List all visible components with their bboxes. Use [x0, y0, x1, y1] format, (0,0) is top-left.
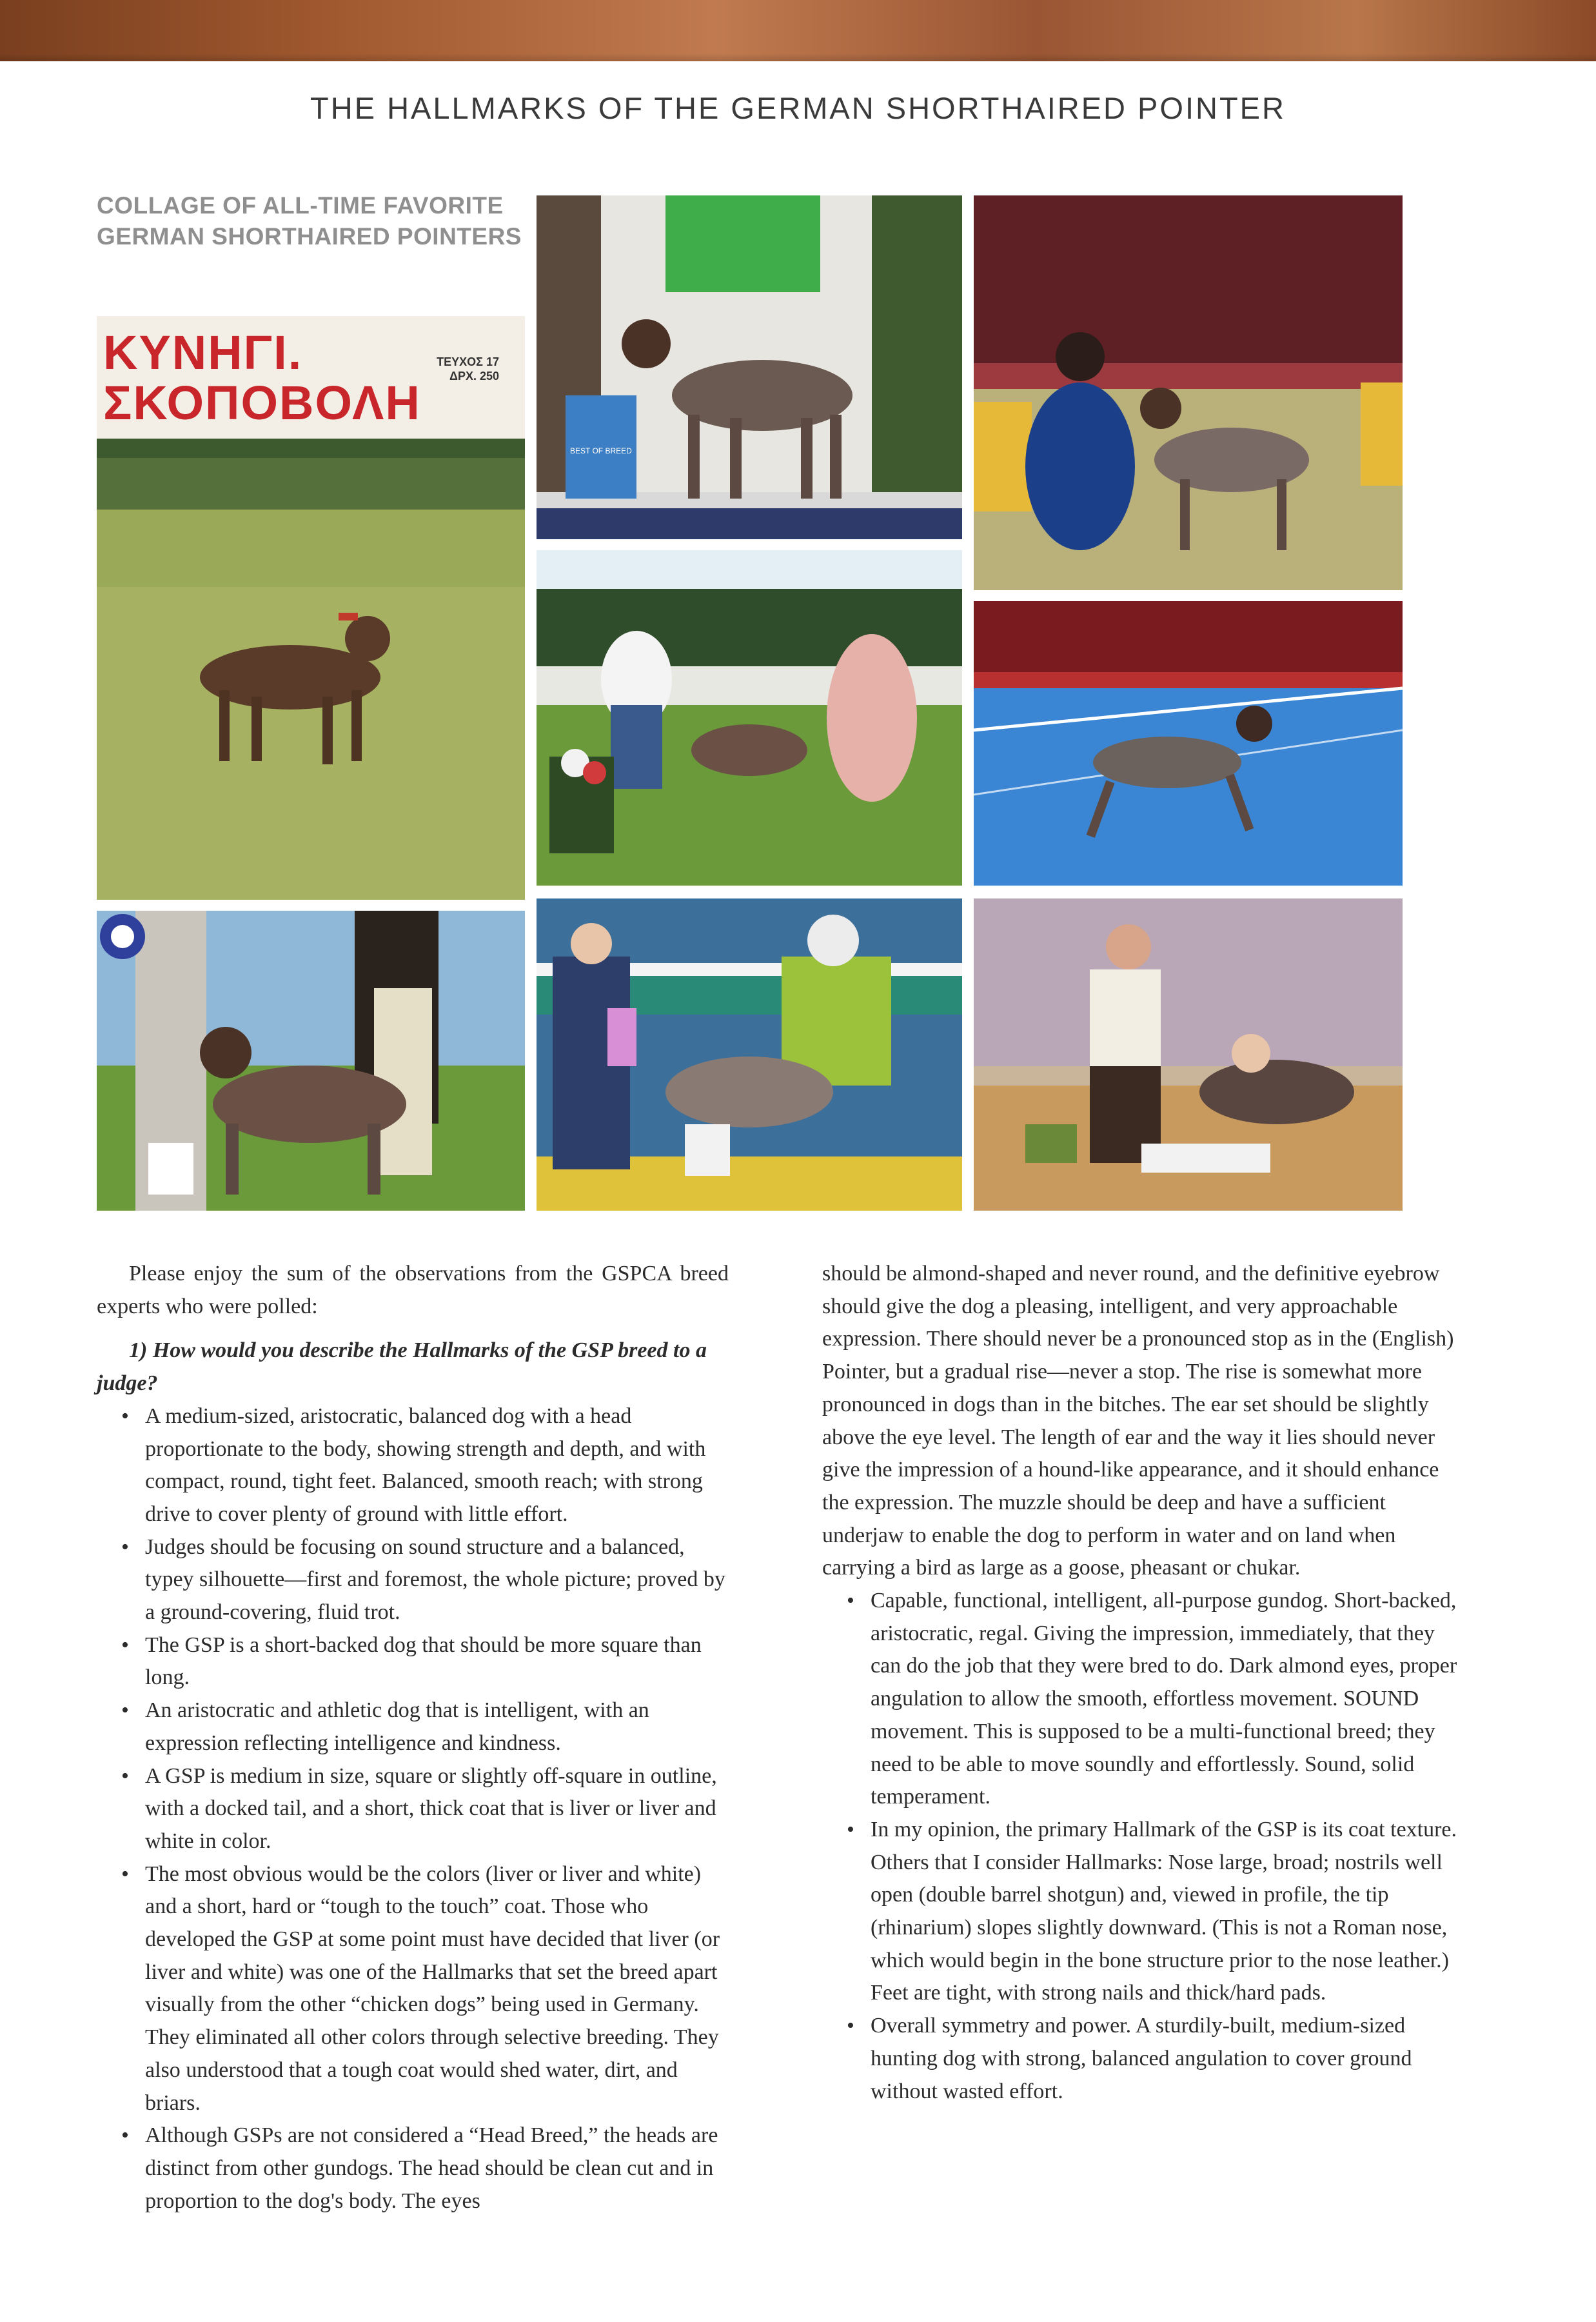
- left-text-column: [97, 1258, 729, 2218]
- continuation-paragraph: should be almond-shaped and never round, and the definitive eyebrow should give the dog a pleasing, intelligent, and very approachable expression. There should never be a pronounced stop as in the (English) Pointer, but a gradual rise—never a stop. The rise is somewhat more pronounced in dogs than in the bitches. The ear set should be slightly above the eye level. The length of ear and the way it lies should never give the impression of a hound-like appearance, and it should enhance the expression. The muzzle should be deep and have a sufficient underjaw to enable the dog to perform in water and on land when carrying a bird as large as a goose, pheasant or chukar.: [822, 1262, 1454, 1580]
- magazine-price: ΔΡΧ. 250: [449, 370, 499, 382]
- collage-caption-line: COLLAGE OF ALL-TIME FAVORITE: [97, 192, 504, 219]
- photo-magazine-cover: [97, 316, 525, 900]
- magazine-issue-number: ΤΕΥΧΟΣ 17: [437, 355, 499, 368]
- list-item: • A medium-sized, aristocratic, balanced dog with a head proportionate to the body, showing strength and depth, and with compact, round, tight feet. Balanced, smooth reach; with strong drive to cover plenty of ground with little effort.: [97, 1400, 729, 1531]
- decorative-wood-band: [0, 0, 1596, 61]
- photo-white-jacket-judge: [974, 898, 1403, 1211]
- collage-caption-line: GERMAN SHORTHAIRED POINTERS: [97, 223, 522, 250]
- list-item: • Although GSPs are not considered a “Head Breed,” the heads are distinct from other gundogs. The head should be clean cut and in proportion to the dog's body. The eyes: [97, 2119, 729, 2218]
- list-item: • In my opinion, the primary Hallmark of the GSP is its coat texture. Others that I consider Hallmarks: Nose large, broad; nostrils well open (double barrel shotgun) and, viewed in profile, the tip (rhinarium) slopes slightly downward. (This is not a Roman nose, which would begin in the bone structure prior to the nose leather.) Feet are tight, with strong nails and thick/hard pads.: [822, 1814, 1467, 2010]
- magazine-issue: [437, 355, 499, 383]
- intro-paragraph: Please enjoy the sum of the observations from the GSPCA breed experts who were polled:: [97, 1262, 729, 1318]
- list-item: • Judges should be focusing on sound structure and a balanced, typey silhouette—first and foremost, the whole picture; proved by a ground-covering, fluid trot.: [97, 1531, 729, 1629]
- photo-rosette-field: [97, 911, 525, 1211]
- right-text-column: [822, 1258, 1467, 2108]
- photo-show-podium: [537, 195, 962, 539]
- magazine-masthead: [97, 316, 525, 439]
- hallmarks-list-left: [97, 1400, 729, 2218]
- hallmarks-list-right: [822, 1585, 1467, 2108]
- list-item: • The most obvious would be the colors (liver or liver and white) and a short, hard or “tough to the touch” coat. Those who developed the GSP at some point must have decided that liver (or liver and white) was one of the Hallmarks that set the breed apart visually from the other “chicken dogs” being used in Germany. They eliminated all other colors through selective breeding. They also understood that a tough coat would shed water, dirt, and briars.: [97, 1858, 729, 2120]
- page-title: THE HALLMARKS OF THE GERMAN SHORTHAIRED POINTER: [310, 91, 1286, 125]
- magazine-title-line: ΣΚΟΠΟΒΟΛΗ: [103, 376, 421, 430]
- question-heading: 1) How would you describe the Hallmarks of the GSP breed to a judge?: [97, 1338, 707, 1396]
- photo-gaiting-blue-carpet: [974, 601, 1403, 886]
- list-item: • An aristocratic and athletic dog that is intelligent, with an expression reflecting intelligence and kindness.: [97, 1694, 729, 1760]
- photo-judge-green-handler: [537, 898, 962, 1211]
- list-item: • Capable, functional, intelligent, all-purpose gundog. Short-backed, aristocratic, regal. Giving the impression, immediately, that they can do the job that they were bred to do. Dark almond eyes, proper angulation to allow the smooth, effortless movement. SOUND movement. This is supposed to be a multi-functional breed; they need to be able to move soundly and effortlessly. Sound, solid temperament.: [822, 1585, 1467, 1814]
- sign-text: BEST OF BREED: [570, 446, 632, 455]
- list-item: • The GSP is a short-backed dog that should be more square than long.: [97, 1629, 729, 1694]
- photo-outdoor-winners: [537, 550, 962, 886]
- magazine-title-line: ΚΥΝΗΓΙ.: [103, 326, 303, 379]
- magazine-title: [103, 328, 421, 428]
- photo-blue-handler: [974, 195, 1403, 590]
- list-item: • A GSP is medium in size, square or slightly off-square in outline, with a docked tail, and a short, thick coat that is liver or liver and white in color.: [97, 1760, 729, 1858]
- list-item: • Overall symmetry and power. A sturdily-built, medium-sized hunting dog with strong, balanced angulation to cover ground without wasted effort.: [822, 2010, 1467, 2108]
- collage-caption: [97, 190, 522, 252]
